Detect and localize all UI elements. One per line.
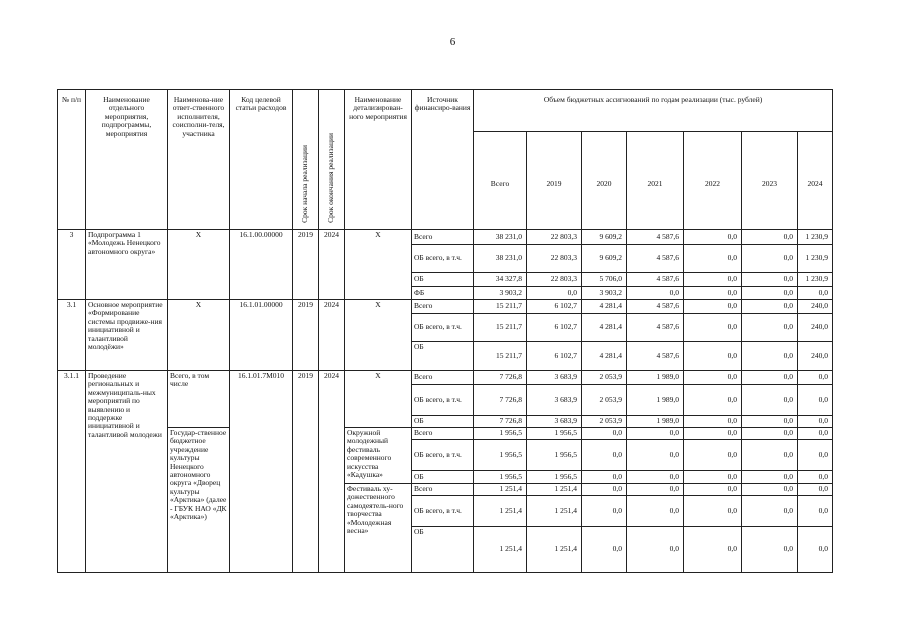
cell-value: 0,0 [684,471,742,484]
cell-value: 2 053,9 [582,416,627,428]
header-start-label: Срок начала реализации [300,145,310,223]
cell-value: 0,0 [684,496,742,527]
row-source: ОБ [412,527,474,573]
cell-value: 0,0 [684,371,742,385]
cell-value: 0,0 [684,416,742,428]
cell-value: 1 956,5 [527,440,582,471]
header-year: 2021 [627,132,684,230]
row-code: 16.1.01.00000 [230,300,293,371]
cell-value: 4 281,4 [582,342,627,371]
cell-total: 1 956,5 [474,440,527,471]
row-source: ОБ всего, в т.ч. [412,496,474,527]
table-row [58,300,833,314]
page-number: 6 [449,36,456,48]
cell-value: 240,0 [798,314,833,342]
header-volume: Объем бюджетных ассигнований по годам реализации (тыс. рублей) [474,90,833,132]
cell-value: 4 281,4 [582,314,627,342]
cell-value: 1 230,9 [798,230,833,245]
cell-total: 1 251,4 [474,527,527,573]
cell-value: 0,0 [582,484,627,496]
cell-value: 0,0 [582,527,627,573]
row-start: 2019 [293,300,319,371]
cell-value: 240,0 [798,300,833,314]
cell-value: 2 053,9 [582,371,627,385]
cell-value: 0,0 [742,416,798,428]
cell-value: 0,0 [742,428,798,440]
cell-value: 0,0 [684,230,742,245]
row-detail: Х [345,300,412,371]
cell-total: 38 231,0 [474,245,527,273]
cell-value: 0,0 [684,527,742,573]
row-name: Проведение региональных и межмуниципаль-ных мероприятий по выявлению и поддержке инициативной и талантливой молодежи [86,371,168,573]
cell-total: 15 211,7 [474,314,527,342]
cell-value: 0,0 [582,496,627,527]
cell-value: 3 683,9 [527,371,582,385]
cell-value: 0,0 [742,314,798,342]
cell-total: 7 726,8 [474,371,527,385]
row-detail: Х [345,230,412,300]
table-row [58,428,833,440]
cell-value: 22 803,3 [527,245,582,273]
cell-value: 22 803,3 [527,230,582,245]
cell-value: 0,0 [627,484,684,496]
cell-value: 0,0 [742,471,798,484]
cell-value: 0,0 [742,371,798,385]
cell-value: 1 230,9 [798,245,833,273]
cell-total: 1 251,4 [474,496,527,527]
cell-total: 38 231,0 [474,230,527,245]
row-start: 2019 [293,230,319,300]
cell-total: 1 956,5 [474,428,527,440]
cell-value: 0,0 [798,471,833,484]
cell-value: 1 230,9 [798,273,833,287]
cell-value: 0,0 [684,287,742,300]
header-year: 2022 [684,132,742,230]
cell-value: 0,0 [582,428,627,440]
cell-value: 0,0 [742,440,798,471]
row-code: 16.1.01.7М010 [230,371,293,573]
cell-value: 4 587,6 [627,245,684,273]
cell-total: 1 251,4 [474,484,527,496]
cell-value: 0,0 [684,385,742,416]
cell-value: 0,0 [742,300,798,314]
cell-total: 15 211,7 [474,300,527,314]
cell-value: 0,0 [798,287,833,300]
cell-value: 3 683,9 [527,385,582,416]
cell-value: 0,0 [798,527,833,573]
cell-value: 0,0 [684,440,742,471]
cell-value: 0,0 [798,385,833,416]
cell-value: 0,0 [798,371,833,385]
cell-value: 240,0 [798,342,833,371]
header-year: 2024 [798,132,833,230]
cell-value: 4 587,6 [627,314,684,342]
cell-value: 4 281,4 [582,300,627,314]
header-year: 2020 [582,132,627,230]
cell-value: 22 803,3 [527,273,582,287]
cell-value: 0,0 [742,287,798,300]
row-detail: Х [345,371,412,428]
header-end-label: Срок окончания реализации [326,133,336,223]
header-executor: Наименова-ние ответ-ственного исполнителя, соисполни-теля, участника [168,90,230,230]
cell-value: 1 956,5 [527,428,582,440]
row-executor: Х [168,300,230,371]
cell-value: 6 102,7 [527,314,582,342]
cell-total: 15 211,7 [474,342,527,371]
header-year: 2023 [742,132,798,230]
cell-value: 0,0 [627,440,684,471]
row-start: 2019 [293,371,319,573]
row-source: Всего [412,484,474,496]
cell-value: 1 989,0 [627,371,684,385]
cell-value: 0,0 [798,484,833,496]
row-source: Всего [412,230,474,245]
table-row [58,371,833,385]
row-source: ОБ всего, в т.ч. [412,440,474,471]
cell-value: 0,0 [684,342,742,371]
cell-value: 0,0 [742,527,798,573]
row-source: ОБ всего, в т.ч. [412,385,474,416]
cell-total: 34 327,8 [474,273,527,287]
row-code: 16.1.00.00000 [230,230,293,300]
cell-value: 1 251,4 [527,484,582,496]
cell-value: 0,0 [627,287,684,300]
cell-value: 0,0 [742,230,798,245]
cell-value: 0,0 [627,428,684,440]
cell-value: 0,0 [582,471,627,484]
header-start [293,90,319,230]
row-num: 3 [58,230,86,300]
cell-value: 0,0 [684,245,742,273]
row-source: ОБ всего, в т.ч. [412,314,474,342]
cell-value: 4 587,6 [627,342,684,371]
cell-value: 1 956,5 [527,471,582,484]
row-name: Основное мероприятие «Формирование системы продвиже-ния инициативной и талантливой молодёжи» [86,300,168,371]
cell-total: 7 726,8 [474,385,527,416]
row-end: 2024 [319,371,345,573]
cell-total: 1 956,5 [474,471,527,484]
cell-value: 9 609,2 [582,230,627,245]
row-executor: Государ-ственное бюджетное учреждение культуры Ненецкого автономного округа «Дворец культуры «Арктика» (далее - ГБУК НАО «ДК «Арктика») [168,428,230,573]
cell-value: 6 102,7 [527,342,582,371]
cell-total: 7 726,8 [474,416,527,428]
row-source: ОБ всего, в т.ч. [412,245,474,273]
cell-total: 3 903,2 [474,287,527,300]
header-year: 2019 [527,132,582,230]
cell-value: 0,0 [684,273,742,287]
row-executor: Всего, в том числе [168,371,230,428]
cell-value: 0,0 [684,428,742,440]
row-source: Всего [412,300,474,314]
table-row [58,230,833,245]
row-detail: Окружной молодежный фестиваль современного искусства «Кадушка» [345,428,412,484]
row-source: ОБ [412,273,474,287]
cell-value: 0,0 [527,287,582,300]
row-end: 2024 [319,300,345,371]
cell-value: 1 989,0 [627,385,684,416]
cell-value: 0,0 [684,314,742,342]
cell-value: 0,0 [742,245,798,273]
cell-value: 0,0 [798,496,833,527]
row-source: ФБ [412,287,474,300]
row-source: ОБ [412,416,474,428]
cell-value: 0,0 [582,440,627,471]
row-source: ОБ [412,342,474,371]
cell-value: 0,0 [742,484,798,496]
header-code: Код целевой статьи расходов [230,90,293,230]
row-executor: Х [168,230,230,300]
cell-value: 0,0 [684,300,742,314]
cell-value: 1 251,4 [527,496,582,527]
cell-value: 0,0 [742,385,798,416]
header-num: № п/п [58,90,86,230]
cell-value: 3 903,2 [582,287,627,300]
row-num: 3.1 [58,300,86,371]
cell-value: 6 102,7 [527,300,582,314]
row-source: Всего [412,428,474,440]
cell-value: 0,0 [742,496,798,527]
cell-value: 2 053,9 [582,385,627,416]
row-source: Всего [412,371,474,385]
cell-value: 0,0 [684,484,742,496]
cell-value: 1 251,4 [527,527,582,573]
cell-value: 0,0 [627,471,684,484]
header-total: Всего [474,132,527,230]
cell-value: 4 587,6 [627,300,684,314]
cell-value: 1 989,0 [627,416,684,428]
row-detail: Фестиваль ху-дожественного самодеятель-ного творчества «Молодежная весна» [345,484,412,573]
cell-value: 0,0 [798,440,833,471]
cell-value: 0,0 [798,416,833,428]
cell-value: 9 609,2 [582,245,627,273]
cell-value: 4 587,6 [627,273,684,287]
cell-value: 0,0 [627,496,684,527]
cell-value: 0,0 [798,428,833,440]
row-name: Подпрограмма 1 «Молодежь Ненецкого автономного округа» [86,230,168,300]
header-detail: Наименование детализирован-ного мероприятия [345,90,412,230]
cell-value: 3 683,9 [527,416,582,428]
header-end [319,90,345,230]
header-name: Наименование отдельного мероприятия, подпрограммы, мероприятия [86,90,168,230]
cell-value: 4 587,6 [627,230,684,245]
budget-table [57,89,833,573]
header-source: Источник финансиро-вания [412,90,474,230]
cell-value: 0,0 [742,342,798,371]
row-num: 3.1.1 [58,371,86,573]
row-source: ОБ [412,471,474,484]
cell-value: 0,0 [627,527,684,573]
cell-value: 0,0 [742,273,798,287]
row-end: 2024 [319,230,345,300]
cell-value: 5 706,0 [582,273,627,287]
